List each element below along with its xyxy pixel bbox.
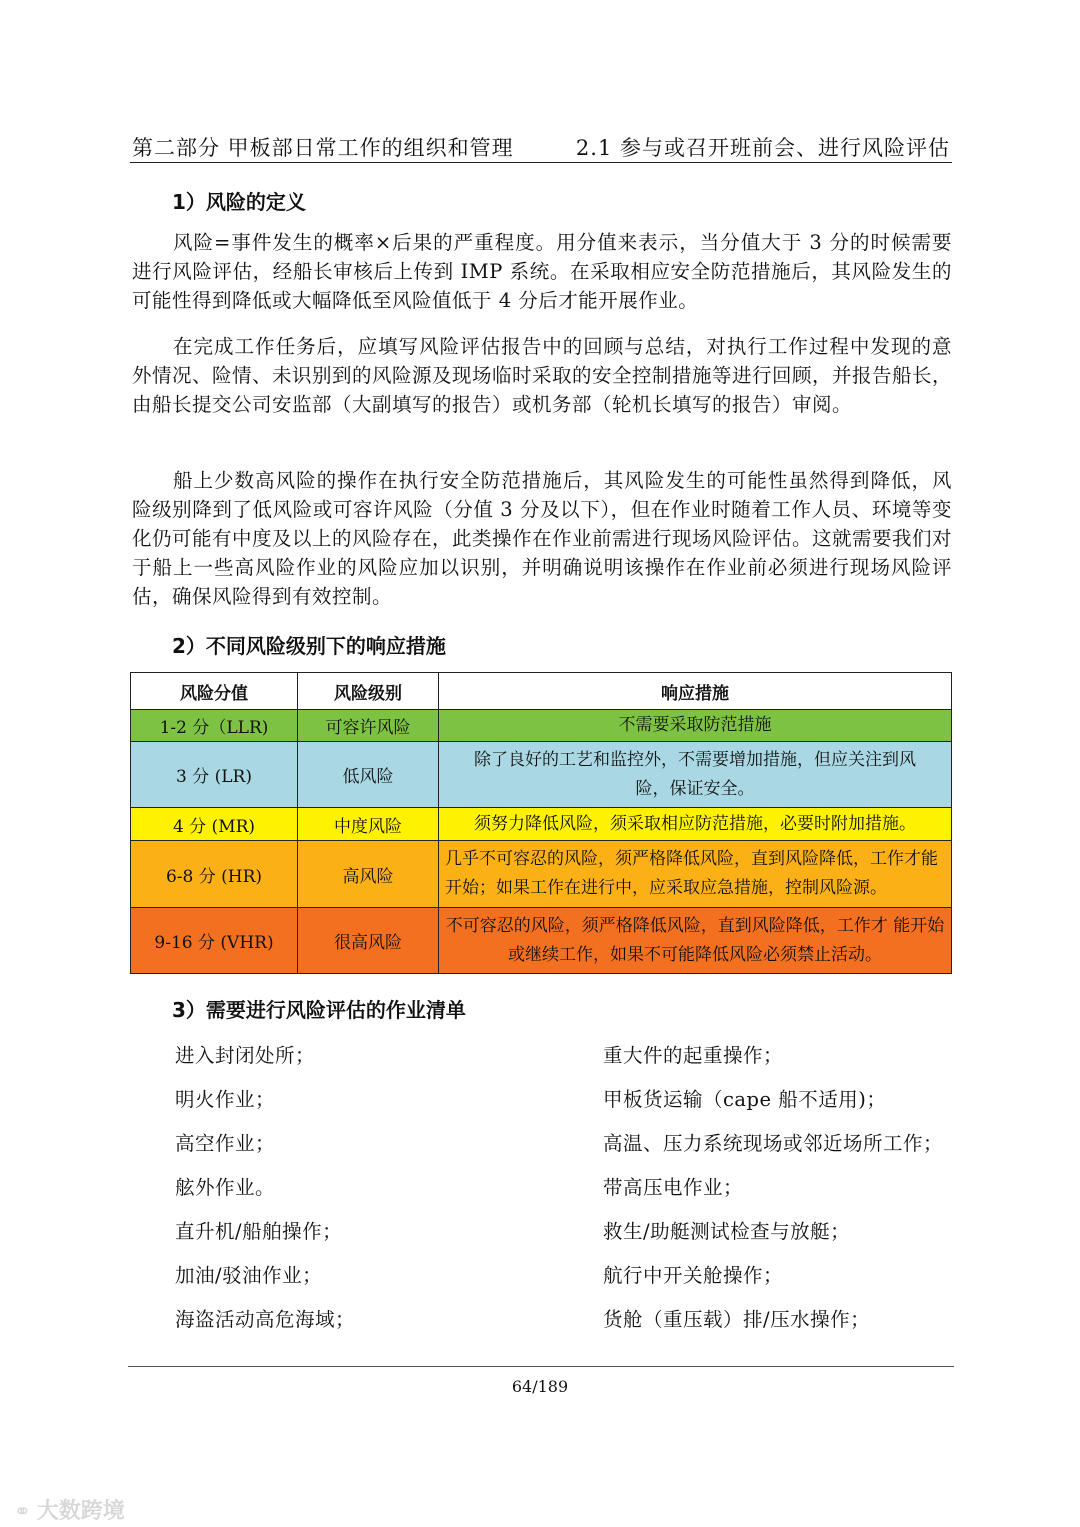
col-header-score: 风险分值 [131,673,298,710]
risk-response: 须努力降低风险，须采取相应防范措施，必要时附加措施。 [439,808,952,841]
left-list-item: 进入封闭处所； [175,1044,316,1067]
left-list-item: 明火作业； [175,1088,276,1111]
section1-paragraph-1: 风险=事件发生的概率×后果的严重程度。用分值来表示，当分值大于 3 分的时候需要进行风险评估，经船长审核后上传到 IMP 系统。在采取相应安全防范措施后，其风险发生的可能性得到降低或大幅降低至风险值低于 4 分后才能开展作业。 [132,231,952,312]
risk-score: 3 分 (LR) [131,742,298,808]
right-list-item: 带高压电作业； [603,1176,744,1199]
watermark-logo-icon: ⚭ [14,1499,31,1523]
risk-response: 不需要采取防范措施 [439,710,952,742]
risk-level: 中度风险 [298,808,439,841]
risk-response: 不可容忍的风险，须严格降低风险，直到风险降低，工作才 能开始或继续工作，如果不可能降低风险必须禁止活动。 [439,908,952,974]
left-list-item: 海盗活动高危海域； [175,1308,356,1331]
section1-paragraph-3: 船上少数高风险的操作在执行安全防范措施后，其风险发生的可能性虽然得到降低，风险级别降到了低风险或可容许风险（分值 3 分及以下），但在作业时随着工作人员、环境等变化仍可能有中度及以上的风险存在，此类操作在作业前需进行现场风险评估。这就需要我们对于船上一些高风险作业的风险应加以识别，并明确说明该操作在作业前必须进行现场风险评估，确保风险得到有效控制。 [132,469,953,608]
right-list-item: 高温、压力系统现场或邻近场所工作； [603,1132,944,1155]
left-list-item: 舷外作业。 [175,1176,276,1199]
right-list-item: 航行中开关舱操作； [603,1264,784,1287]
table-header-row [131,673,952,710]
table-row [131,908,952,974]
footer-divider [128,1366,954,1367]
risk-level: 高风险 [298,841,439,908]
risk-response-table [130,672,952,974]
risk-level: 低风险 [298,742,439,808]
header-part-title: 第二部分 甲板部日常工作的组织和管理 [132,136,514,160]
page-header [130,128,952,163]
left-list-item: 高空作业； [175,1132,276,1155]
right-list-item: 货舱（重压载）排/压水操作； [603,1308,871,1331]
left-list-item: 加油/驳油作业； [175,1264,323,1287]
risk-response: 几乎不可容忍的风险，须严格降低风险，直到风险降低，工作才能开始；如果工作在进行中，应采取应急措施，控制风险源。 [439,841,952,908]
risk-score: 4 分 (MR) [131,808,298,841]
table-row [131,808,952,841]
page-number: 64/189 [511,1377,569,1396]
section1-heading: 1）风险的定义 [172,190,306,214]
watermark-text: 大数跨境 [36,1499,125,1524]
risk-score: 6-8 分 (HR) [131,841,298,908]
risk-score: 9-16 分 (VHR) [131,908,298,974]
risk-level: 可容许风险 [298,710,439,742]
risk-level: 很高风险 [298,908,439,974]
header-section-title: 2.1 参与或召开班前会、进行风险评估 [575,136,950,160]
section1-paragraph-2: 在完成工作任务后，应填写风险评估报告中的回顾与总结，对执行工作过程中发现的意外情况、险情、未识别到的风险源及现场临时采取的安全控制措施等进行回顾，并报告船长，由船长提交公司安监部（大副填写的报告）或机务部（轮机长填写的报告）审阅。 [132,335,953,416]
right-list-item: 重大件的起重操作； [603,1044,784,1067]
risk-response: 除了良好的工艺和监控外，不需要增加措施，但应关注到风险，保证安全。 [439,742,952,808]
watermark [14,1494,125,1525]
right-list-item: 救生/助艇测试检查与放艇； [603,1220,851,1243]
left-list-item: 直升机/船舶操作； [175,1220,343,1243]
table-row [131,710,952,742]
table-row [131,742,952,808]
col-header-response: 响应措施 [439,673,952,710]
risk-score: 1-2 分（LLR) [131,710,298,742]
right-list-item: 甲板货运输（cape 船不适用)； [603,1088,887,1111]
section3-heading: 3）需要进行风险评估的作业清单 [172,998,466,1022]
table-row [131,841,952,908]
section2-heading: 2）不同风险级别下的响应措施 [172,634,446,658]
col-header-level: 风险级别 [298,673,439,710]
